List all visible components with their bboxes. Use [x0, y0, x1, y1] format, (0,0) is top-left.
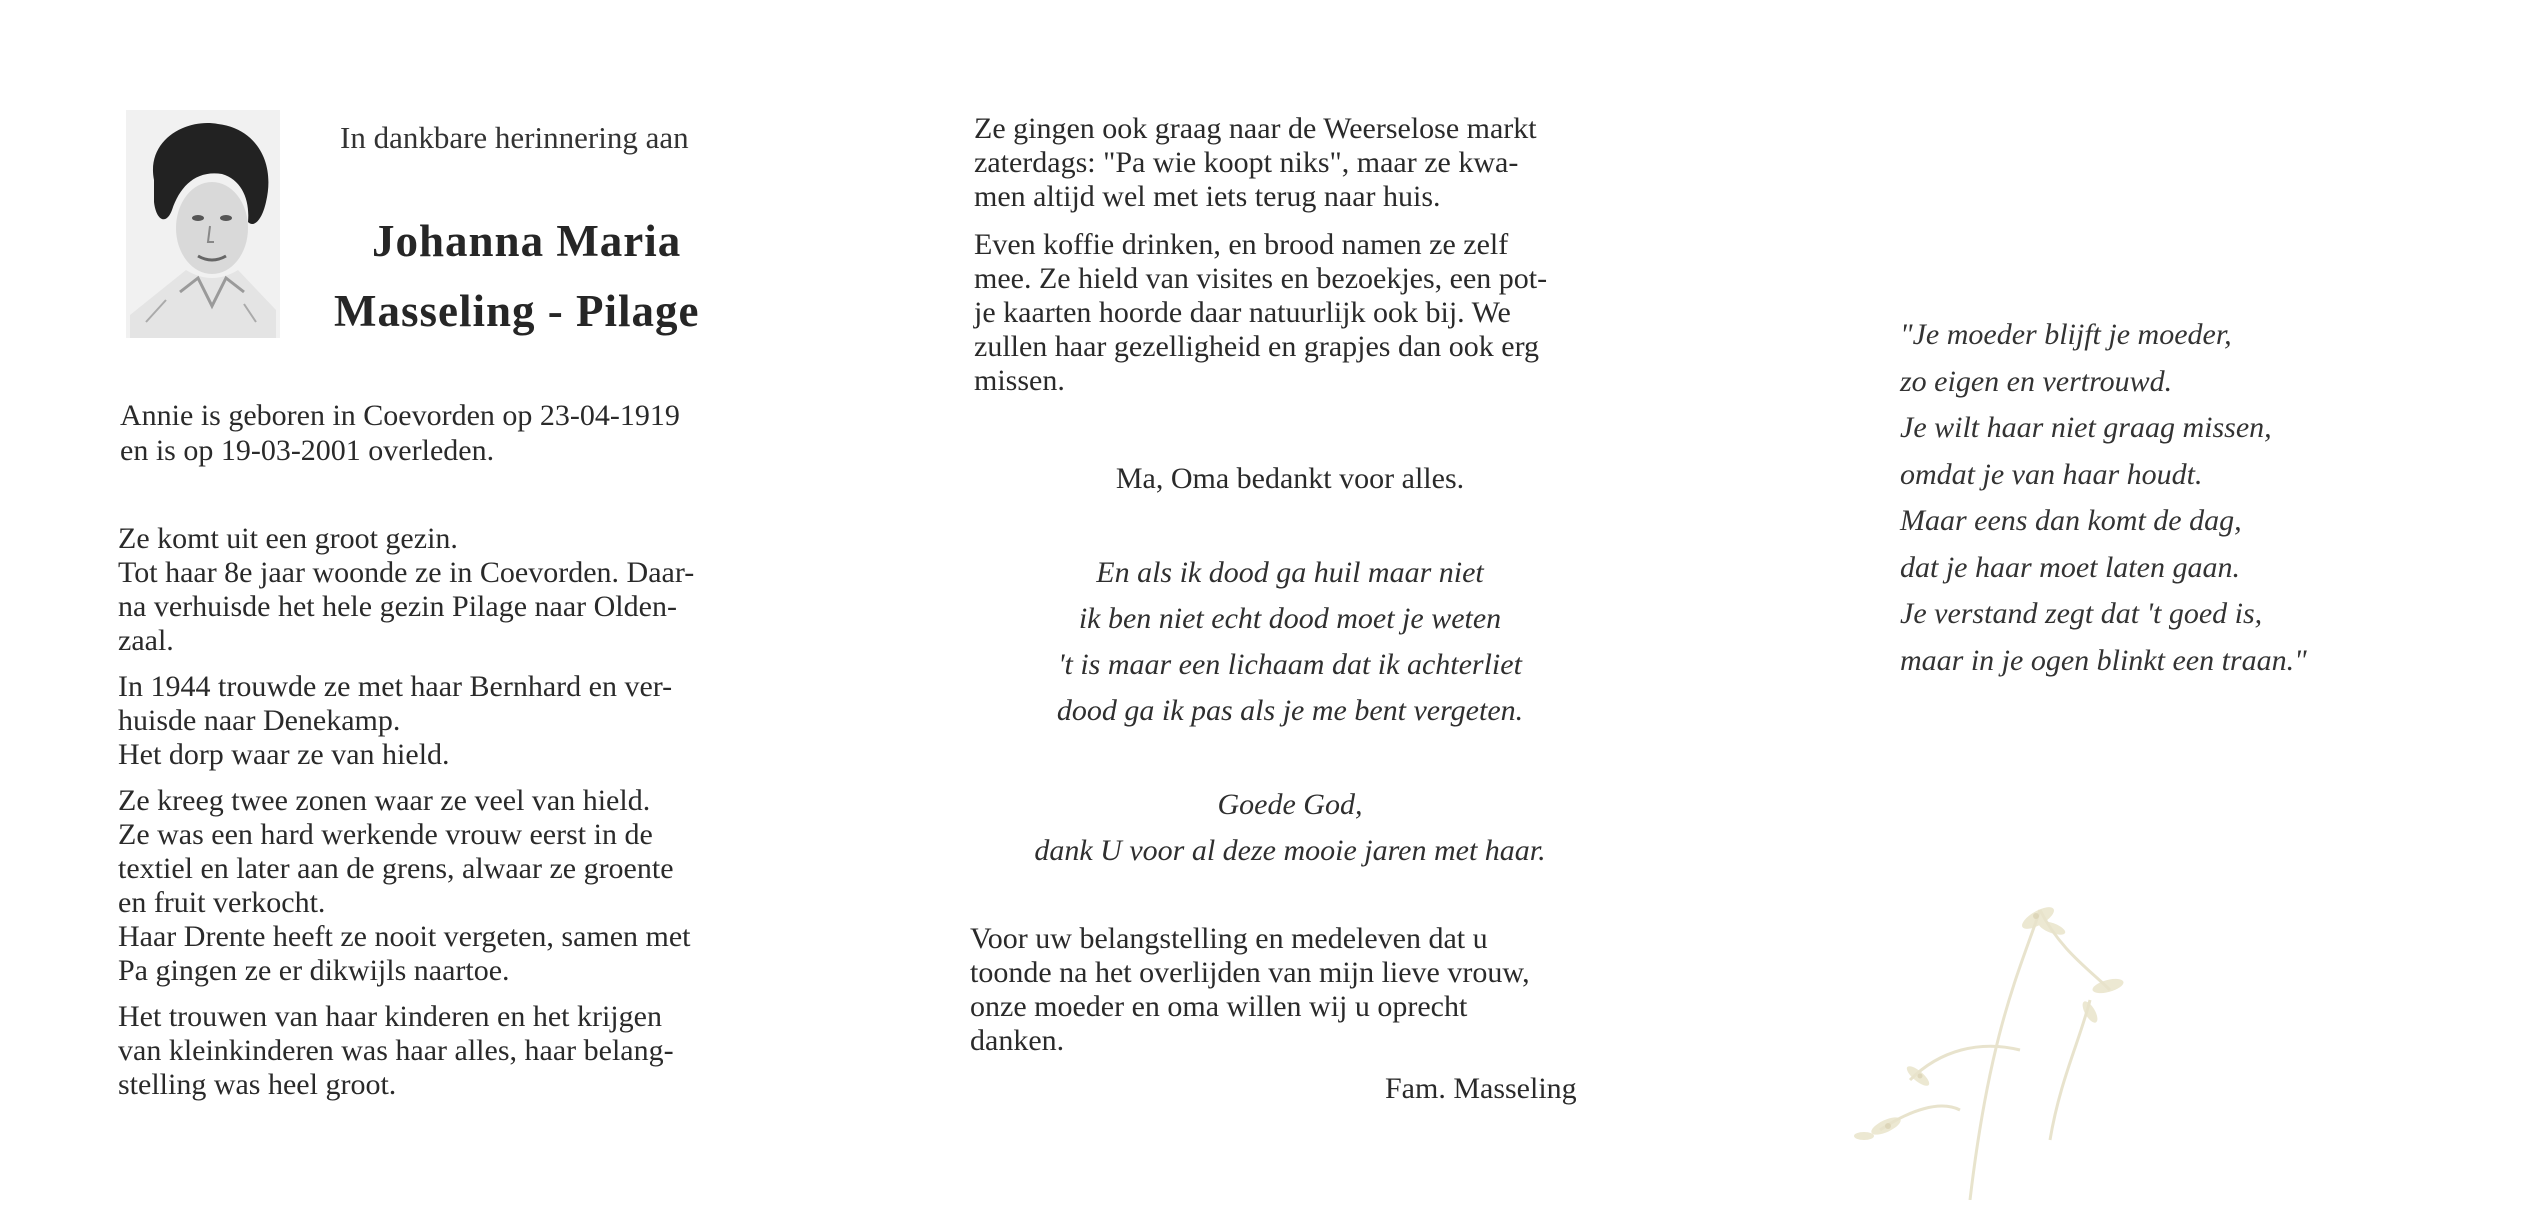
bio-paragraph-1: [118, 522, 764, 658]
poem: [850, 550, 1730, 734]
text-line: men altijd wel met iets terug naar huis.: [974, 180, 1441, 213]
bio-line: stelling was heel groot.: [118, 1068, 397, 1101]
right-panel: [1700, 0, 2540, 1200]
text-line: missen.: [974, 364, 1065, 397]
text-line: zullen haar gezelligheid en grapjes dan ook erg: [974, 330, 1540, 363]
poem-line: dood ga ik pas als je me bent vergeten.: [1056, 694, 1524, 727]
quote-line: Je wilt haar niet graag missen,: [1900, 411, 2272, 444]
deceased-name-last: Masseling - Pilage: [334, 286, 700, 336]
prayer-line: dank U voor al deze mooie jaren met haar.: [1034, 834, 1546, 867]
text-line: Ze gingen ook graag naar de Weerselose markt: [974, 112, 1537, 145]
bio-line: Ze was een hard werkende vrouw eerst in de: [118, 818, 653, 851]
poem-line: 't is maar een lichaam dat ik achterliet: [1058, 648, 1522, 681]
mother-quote: [1900, 312, 2307, 684]
bio-line: huisde naar Denekamp.: [118, 704, 401, 737]
text-line: zaterdags: "Pa wie koopt niks", maar ze kwa-: [974, 146, 1519, 179]
poem-line: ik ben niet echt dood moet je weten: [1078, 602, 1502, 635]
acknowledgment-line: toonde na het overlijden van mijn lieve vrouw,: [970, 956, 1530, 989]
prayer: [850, 782, 1730, 874]
left-panel: [0, 0, 850, 1200]
quote-line: "Je moeder blijft je moeder,: [1900, 318, 2232, 351]
bio-line: Het dorp waar ze van hield.: [118, 738, 450, 771]
bio-line: Het trouwen van haar kinderen en het krijgen: [118, 1000, 662, 1033]
thanks-line: Ma, Oma bedankt voor alles.: [1115, 462, 1465, 495]
bio-line: Tot haar 8e jaar woonde ze in Coevorden. Daar-: [118, 556, 695, 589]
bio-paragraph-4: [118, 1000, 764, 1102]
bio-line: Ze kreeg twee zonen waar ze veel van hield.: [118, 784, 651, 817]
birth-line: Annie is geboren in Coevorden op 23-04-1919: [120, 399, 680, 432]
quote-line: zo eigen en vertrouwd.: [1900, 364, 2173, 398]
bio-line: textiel en later aan de grens, alwaar ze groente: [118, 852, 674, 885]
bio-line: van kleinkinderen was haar alles, haar belang-: [118, 1034, 674, 1067]
portrait-photo: [126, 110, 280, 338]
quote-line: dat je haar moet laten gaan.: [1900, 550, 2240, 584]
bio-line: Haar Drente heeft ze nooit vergeten, samen met: [118, 920, 691, 953]
faded-flower-decoration: [1790, 880, 2170, 1200]
bio-line: zaal.: [118, 624, 174, 657]
header-subtitle: In dankbare herinnering aan: [340, 120, 689, 155]
quote-line: Maar eens dan komt de dag,: [1900, 504, 2242, 537]
prayer-line: Goede God,: [1217, 788, 1363, 821]
bio-paragraph-3: [118, 784, 764, 988]
bio-line: In 1944 trouwde ze met haar Bernhard en ver-: [118, 670, 673, 703]
text-line: je kaarten hoorde daar natuurlijk ook bij. We: [974, 296, 1511, 329]
deceased-name-first: Johanna Maria: [372, 216, 682, 266]
quote-line: Je verstand zegt dat 't goed is,: [1900, 597, 2263, 630]
market-paragraph: [974, 112, 1594, 214]
quote-line: omdat je van haar houdt.: [1900, 457, 2203, 491]
bio-line: Ze komt uit een groot gezin.: [118, 522, 458, 555]
bio-line: en fruit verkocht.: [118, 886, 326, 919]
acknowledgment: [970, 922, 1592, 1058]
text-line: Even koffie drinken, en brood namen ze zelf: [974, 228, 1509, 261]
middle-panel: [850, 0, 1700, 1200]
bio-paragraph-2: [118, 670, 764, 772]
biography: [118, 522, 764, 1114]
acknowledgment-line: danken.: [970, 1024, 1065, 1057]
family-signature: Fam. Masseling: [1385, 1072, 1577, 1105]
quote-line: maar in je ogen blinkt een traan.": [1900, 643, 2307, 677]
coffee-paragraph: [974, 228, 1594, 398]
birth-death-info: [120, 398, 780, 468]
poem-line: En als ik dood ga huil maar niet: [1096, 556, 1484, 589]
acknowledgment-line: Voor uw belangstelling en medeleven dat u: [970, 922, 1488, 955]
bio-line: Pa gingen ze er dikwijls naartoe.: [118, 954, 510, 987]
text-line: mee. Ze hield van visites en bezoekjes, een pot-: [974, 262, 1548, 295]
acknowledgment-line: onze moeder en oma willen wij u oprecht: [970, 990, 1468, 1023]
death-line: en is op 19-03-2001 overleden.: [120, 434, 495, 467]
bio-line: na verhuisde het hele gezin Pilage naar Olden-: [118, 590, 677, 623]
